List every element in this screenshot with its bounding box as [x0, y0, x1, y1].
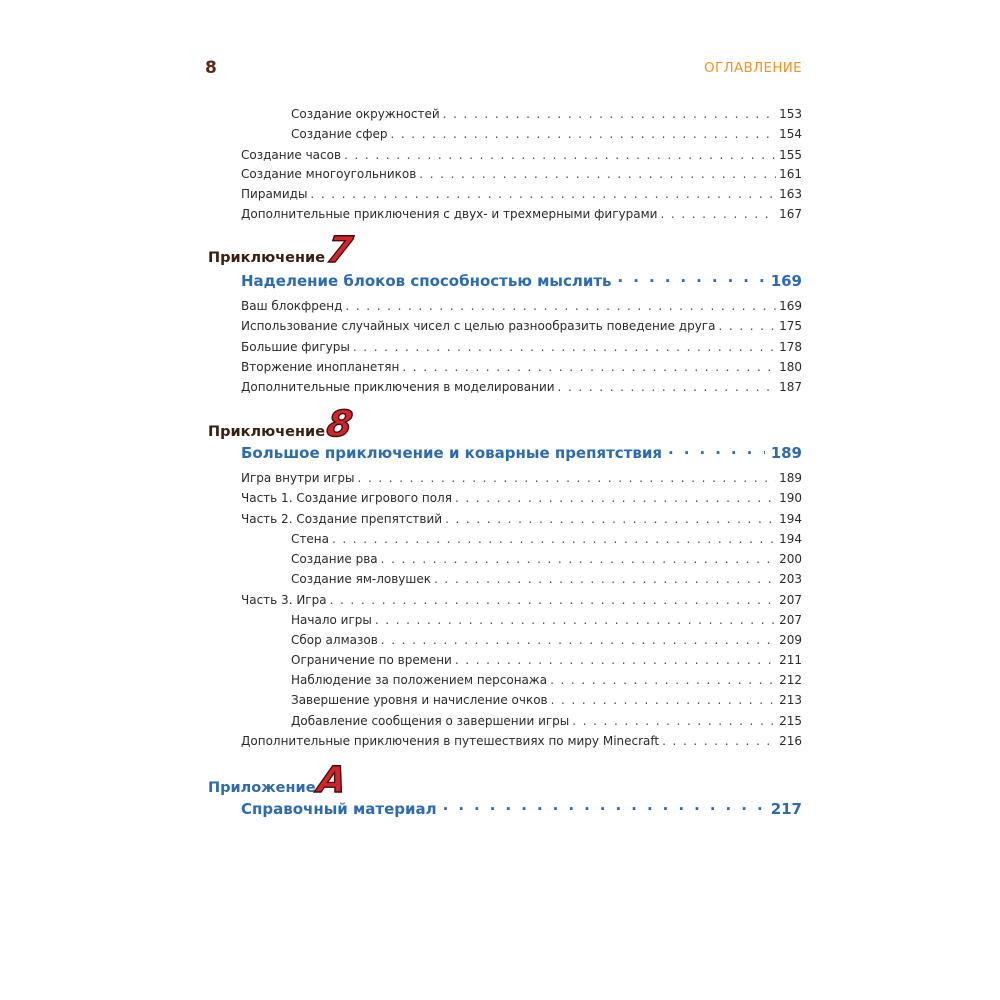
page-number: 8 [205, 58, 217, 78]
toc-entry-label: Большие фигуры [241, 340, 350, 354]
toc-entry-page: 215 [779, 714, 802, 728]
toc-entry-label: Завершение уровня и начисление очков [291, 693, 548, 707]
toc-entry-page: 207 [779, 613, 802, 627]
chapter-prefix: Приключение [208, 250, 326, 266]
toc-entry [241, 491, 802, 507]
chapter-8-title [241, 444, 802, 462]
toc-entry-page: 161 [779, 167, 802, 181]
appendix-title [241, 800, 802, 818]
leader-dots [310, 187, 776, 202]
toc-entry-page: 213 [779, 693, 802, 707]
toc-entry [291, 653, 802, 669]
toc-entry [291, 633, 802, 649]
toc-entry-page: 154 [779, 127, 802, 141]
toc-entry-page: 167 [779, 207, 802, 221]
toc-entry [241, 319, 802, 335]
toc-entry-label: Создание окружностей [291, 107, 440, 121]
appendix-heading [208, 760, 349, 801]
toc-entry [291, 107, 802, 123]
toc-entry [241, 299, 802, 315]
toc-entry [241, 512, 802, 528]
chapter-number-glyph: 8 [324, 404, 356, 445]
chapter-8-heading [208, 404, 356, 445]
toc-entry [241, 207, 802, 223]
toc-entry-page: 180 [779, 360, 802, 374]
toc-entry-page: 194 [779, 512, 802, 526]
toc-entry-page: 153 [779, 107, 802, 121]
leader-dots [550, 673, 776, 688]
chapter-7-title [241, 272, 802, 290]
toc-entry-label: Сбор алмазов [291, 633, 378, 647]
toc-entry-label: Начало игры [291, 613, 372, 627]
toc-entry-label: Часть 1. Создание игрового поля [241, 491, 452, 505]
leader-dots [455, 491, 776, 506]
toc-entry-label: Пирамиды [241, 187, 308, 201]
toc-entry-page: 200 [779, 552, 802, 566]
toc-entry [291, 673, 802, 689]
leader-dots [353, 340, 776, 355]
toc-entry-label: Создание часов [241, 148, 342, 162]
leader-dots [358, 471, 777, 486]
leader-dots [434, 572, 776, 587]
toc-entry-label: Дополнительные приключения в путешествиях по миру Minecraft [241, 734, 660, 748]
toc-entry-page: 207 [779, 593, 802, 607]
toc-entry-page: 163 [779, 187, 802, 201]
leader-dots [381, 552, 776, 567]
toc-entry-label: Ваш блокфренд [241, 299, 343, 313]
leader-dots [381, 633, 776, 648]
toc-entry-label: Стена [291, 532, 329, 546]
toc-entry [241, 593, 802, 609]
toc-entry-label: Создание рва [291, 552, 378, 566]
toc-entry-label: Дополнительные приключения в моделировании [241, 380, 555, 394]
toc-entry [291, 532, 802, 548]
toc-entry-page: 187 [779, 380, 802, 394]
chapter-number-glyph: 7 [324, 230, 356, 271]
toc-entry-label: Ограничение по времени [291, 653, 452, 667]
leader-dots [660, 207, 776, 222]
toc-entry-label: Часть 2. Создание препятствий [241, 512, 443, 526]
toc-entry-label: Дополнительные приключения с двух- и трехмерными фигурами [241, 207, 658, 221]
chapter-title-page: 169 [770, 272, 802, 290]
chapter-prefix: Приключение [208, 424, 326, 440]
appendix-prefix: Приложение [208, 780, 316, 796]
toc-entry [241, 380, 802, 396]
appendix-title-text: Справочный материал [241, 800, 437, 818]
toc-entry-page: 178 [779, 340, 802, 354]
toc-entry [291, 714, 802, 730]
toc-entry [291, 552, 802, 568]
toc-entry [241, 340, 802, 356]
chapter-title-text: Большое приключение и коварные препятствия [241, 444, 663, 462]
toc-entry [241, 167, 802, 183]
leader-dots [390, 127, 776, 142]
toc-entry [291, 127, 802, 143]
leader-dots [443, 800, 765, 818]
chapter-title-text: Наделение блоков способностью мыслить [241, 272, 612, 290]
toc-entry-page: 203 [779, 572, 802, 586]
running-header-title: ОГЛАВЛЕНИЕ [704, 60, 802, 76]
leader-dots [402, 360, 776, 375]
toc-entry-page: 211 [779, 653, 802, 667]
toc-entry-label: Часть 3. Игра [241, 593, 327, 607]
toc-entry-page: 190 [779, 491, 802, 505]
toc-entry [291, 572, 802, 588]
leader-dots [443, 107, 776, 122]
toc-entry [291, 613, 802, 629]
leader-dots [375, 613, 776, 628]
toc-entry-label: Игра внутри игры [241, 471, 355, 485]
toc-entry [241, 148, 802, 164]
toc-entry-label: Добавление сообщения о завершении игры [291, 714, 570, 728]
leader-dots [445, 512, 776, 527]
leader-dots [551, 693, 776, 708]
leader-dots [662, 734, 776, 749]
leader-dots [618, 272, 765, 290]
toc-entry [241, 734, 802, 750]
toc-entry-page: 189 [779, 471, 802, 485]
chapter-title-page: 189 [770, 444, 802, 462]
toc-entry [241, 187, 802, 203]
toc-entry-page: 216 [779, 734, 802, 748]
leader-dots [345, 299, 776, 314]
toc-entry [291, 693, 802, 709]
leader-dots [558, 380, 777, 395]
leader-dots [718, 319, 776, 334]
toc-entry-label: Вторжение инопланетян [241, 360, 400, 374]
appendix-letter-glyph: A [314, 760, 349, 801]
leader-dots [332, 532, 776, 547]
toc-entry-page: 194 [779, 532, 802, 546]
toc-entry-label: Создание сфер [291, 127, 388, 141]
leader-dots [572, 714, 776, 729]
toc-entry-page: 212 [779, 673, 802, 687]
toc-entry-page: 169 [779, 299, 802, 313]
toc-entry-page: 155 [779, 148, 802, 162]
chapter-7-heading [208, 230, 356, 271]
toc-entry-label: Использование случайных чисел с целью разнообразить поведение друга [241, 319, 716, 333]
toc-entry-page: 175 [779, 319, 802, 333]
toc-entry [241, 360, 802, 376]
leader-dots [668, 444, 765, 462]
toc-entry-label: Наблюдение за положением персонажа [291, 673, 548, 687]
toc-entry-page: 209 [779, 633, 802, 647]
toc-entry [241, 471, 802, 487]
toc-entry-label: Создание многоугольников [241, 167, 417, 181]
leader-dots [344, 148, 776, 163]
leader-dots [455, 653, 776, 668]
leader-dots [419, 167, 776, 182]
toc-entry-label: Создание ям-ловушек [291, 572, 431, 586]
leader-dots [330, 593, 777, 608]
appendix-title-page: 217 [770, 800, 802, 818]
